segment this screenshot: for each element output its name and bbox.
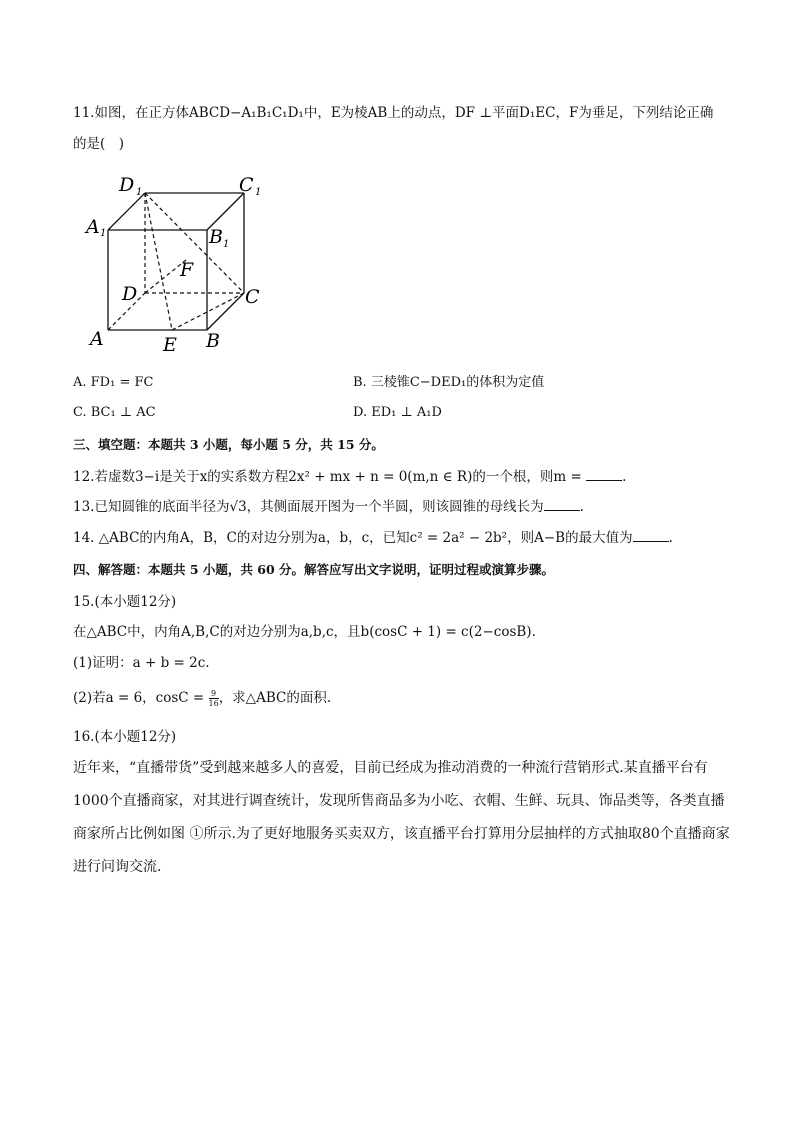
q11-line2: 的是( ): [73, 136, 125, 152]
label-a1: A: [86, 216, 100, 238]
q13: [73, 497, 584, 517]
label-d1: D: [119, 174, 135, 196]
frac-denominator: 16: [208, 699, 219, 708]
label-c1: C: [239, 174, 254, 196]
q14-end: .: [668, 530, 673, 546]
q11-line1: 11.如图，在正方体ABCD−A₁B₁C₁D₁中，E为棱AB上的动点，DF ⊥平面D₁EC，F为垂足，下列结论正确: [73, 105, 714, 121]
label-b: B: [206, 330, 220, 352]
q15-part2-text: (2)若a = 6，cosC =: [73, 690, 209, 706]
q13-text: 13.已知圆锥的底面半径为√3，其侧面展开图为一个半圆，则该圆锥的母线长为: [73, 499, 544, 515]
label-b1: B: [209, 226, 223, 248]
q15-part1: (1)证明：a + b = 2c.: [73, 655, 210, 671]
option-d: D. ED₁ ⊥ A₁D: [353, 405, 442, 420]
label-f: F: [180, 259, 194, 281]
q15-part2-tail: ，求△ABC的面积.: [218, 690, 332, 706]
section-4-heading: 四、解答题：本题共 5 小题，共 60 分。解答应写出文字说明，证明过程或演算步骤。: [73, 562, 555, 577]
cube-figure: [82, 168, 272, 356]
q15-head: 15.(本小题12分): [73, 594, 177, 610]
q14: [73, 528, 673, 548]
seg-ec: [172, 293, 244, 330]
label-b1-sub: 1: [223, 239, 230, 250]
edge-a1d1: [108, 193, 145, 230]
q15-part2: [73, 688, 331, 708]
q12-text: 12.若虚数3−i是关于x的实系数方程2x² + mx + n = 0(m,n ∈ R)的一个根，则m =: [73, 469, 587, 485]
q12-blank: [586, 468, 622, 481]
q16-head: 16.(本小题12分): [73, 729, 177, 745]
label-d1-sub: 1: [136, 187, 143, 198]
q14-blank: [633, 529, 669, 542]
label-c1-sub: 1: [255, 187, 262, 198]
q15-stem: 在△ABC中，内角A,B,C的对边分别为a,b,c，且b(cosC + 1) = c(2−cosB).: [73, 624, 536, 640]
edge-bc: [207, 293, 244, 330]
option-b: B. 三棱锥C−DED₁的体积为定值: [353, 375, 545, 390]
frac-numerator: 9: [211, 689, 217, 698]
q12-end: .: [622, 469, 627, 485]
q13-end: .: [579, 499, 584, 515]
q12: [73, 467, 626, 487]
option-a: A. FD₁ = FC: [73, 375, 154, 390]
option-c: C. BC₁ ⊥ AC: [73, 405, 156, 420]
section-3-heading: 三、填空题：本题共 3 小题，每小题 5 分，共 15 分。: [73, 437, 384, 452]
label-a1-sub: 1: [100, 228, 107, 239]
label-c: C: [245, 286, 260, 308]
label-d: D: [122, 283, 138, 305]
label-a: A: [90, 328, 104, 350]
seg-d1e: [145, 193, 172, 330]
label-e: E: [163, 334, 177, 356]
edge-b1c1: [207, 193, 244, 230]
q16-body: 近年来，“直播带货”受到越来越多人的喜爱，目前已经成为推动消费的一种流行营销形式.某直播平台有1000个直播商家，对其进行调查统计，发现所售商品多为小吃、衣帽、生鲜、玩具、饰品类等，各类直播商家所占比例如图 ①所示.为了更好地服务买卖双方，该直播平台打算用分层抽样的方式抽取80个直播商家进行问询交流.: [73, 760, 730, 875]
q13-blank: [544, 498, 580, 511]
cosc-fraction: [209, 689, 219, 708]
q14-text: 14. △ABC的内角A，B，C的对边分别为a，b，c，已知c² = 2a² − 2b²，则A−B的最大值为: [73, 530, 633, 546]
